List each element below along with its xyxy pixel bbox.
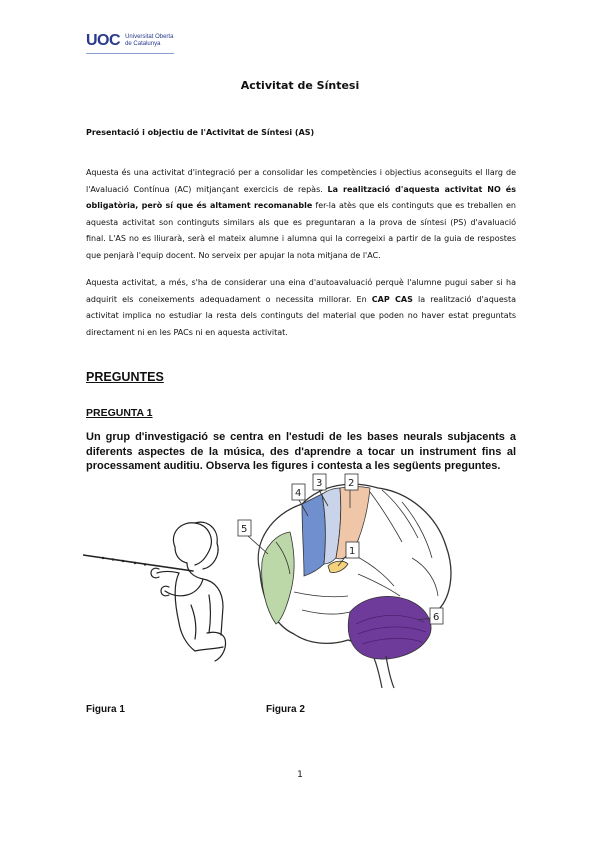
logo-mark: UOC [86, 32, 121, 49]
logo-underline [86, 53, 174, 54]
paragraph-2 [86, 275, 516, 341]
section-heading: Presentació i objectiu de l'Activitat de Síntesi (AS) [86, 128, 315, 137]
uoc-logo [86, 33, 173, 49]
document-title: Activitat de Síntesi [240, 79, 360, 92]
brainstem-line-2 [386, 656, 394, 688]
label-5: 5 [241, 524, 248, 535]
figure-1-caption: Figura 1 [86, 704, 125, 715]
paragraph-2-bold: CAP CAS [371, 294, 413, 304]
label-2: 2 [348, 478, 355, 489]
figure-2-caption: Figura 2 [266, 704, 305, 715]
paragraph-2-text-b: la realització d'aquesta activitat implica no estudiar la resta dels continguts del material que poden no haver estat preguntats directament ni en les PACs ni en aquesta activitat. [86, 294, 516, 337]
brainstem-line [374, 658, 382, 688]
logo-line-2: de Catalunya [125, 41, 161, 47]
preguntes-heading: PREGUNTES [86, 370, 164, 384]
logo-line-1: Universitat Oberta [125, 34, 174, 40]
paragraph-2-text-a: Aquesta activitat, a més, s'ha de considerar una eina d'autoavaluació perquè l'alumne pugui saber si ha adquirit els coneixements adequadament o necessita millorar. En [86, 278, 516, 304]
paragraph-1-text-a: Aquesta és una activitat d'integració per a consolidar les competències i objectius aconseguits el llarg de l'Avaluació Contínua (AC) mitjançant exercicis de repàs. [86, 168, 516, 194]
flute-player-illustration [83, 515, 243, 665]
question-text: Un grup d'investigació se centra en l'estudi de les bases neurals subjacents a diferents aspectes de la música, des d'aprendre a tocar un instrument fins al processament auditiu. Observa les figures i contesta a les següents preguntes. [86, 431, 516, 472]
label-1: 1 [349, 546, 356, 557]
brain-region-4 [302, 494, 325, 576]
label-4: 4 [295, 488, 302, 499]
label-3: 3 [316, 478, 323, 489]
paragraph-1 [86, 165, 516, 264]
brain-region-6 [348, 596, 431, 659]
logo-text [125, 34, 173, 48]
brain-regions-diagram [232, 462, 458, 692]
paragraph-1-text-b: fer-la atès que els continguts que es treballen en aquesta activitat son continguts similars als que es preguntaran a la prova de síntesi (PS) d'avaluació final. L'AS no es lliurarà, serà el mateix alumne i alumna qui la corregeixi a partir de la guia de respostes que penjarà l'equip docent. No serveix per apujar la nota mitjana de l'AC. [86, 201, 516, 260]
label-6: 6 [433, 612, 440, 623]
paragraph-1-bold: La realització d'aquesta activitat NO és obligatòria, però sí que és altament recomanable [86, 184, 516, 210]
pregunta-1-heading: PREGUNTA 1 [86, 407, 153, 419]
page-number: 1 [297, 770, 303, 780]
